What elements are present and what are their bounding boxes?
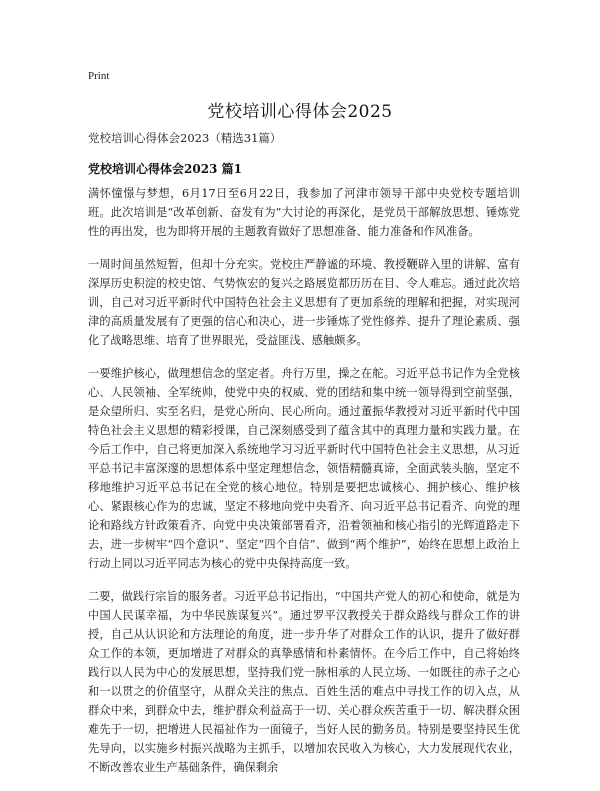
paragraph: 满怀憧憬与梦想，6月17日至6月22日，我参加了河津市领导干部中央党校专题培训班。此次培训是“改革创新、奋发有为”大讨论的再深化，是党员干部解放思想、锤炼党性的再出发，也为即将开展的主题教育做好了思想准备、能力准备和作风准备。 [88,187,520,238]
paragraph: 一周时间虽然短暂，但却十分充实。党校庄严静谧的环境、教授鞭辟入里的讲解、富有深厚历史积淀的校史馆、气势恢宏的复兴之路展览都历历在目、令人难忘。通过此次培训，自己对习近平新时代中国特色社会主义思想有了更加系统的理解和把握，对实现河津的高质量发展有了更强的信心和决心，进一步锤炼了党性修养、提升了理论素质、强化了战略思维、培育了世界眼光，受益匪浅、感触颇多。 [88,258,520,347]
document-subtitle: 党校培训心得体会2023（精选31篇） [88,131,282,145]
section-heading: 党校培训心得体会2023 篇1 [88,162,242,176]
paragraph: 一要维护核心，做理想信念的坚定者。舟行万里，操之在舵。习近平总书记作为全党核心、人民领袖、全军统帅，使党中央的权威、党的团结和集中统一领导得到空前坚强，是众望所归、实至名归，是党心所向、民心所向。通过董振华教授对习近平新时代中国特色社会主义思想的精彩授课，自己深刻感受到了蕴含其中的真理力量和实践力量。在今后工作中，自己将更加深入系统地学习习近平新时代中国特色社会主义思想，从习近平总书记丰富深邃的思想体系中坚定理想信念，领悟精髓真谛，全面武装头脑，坚定不移地维护习近平总书记在全党的核心地位。特别是要把忠诚核心、拥护核心、维护核心、紧跟核心作为的忠诚，坚定不移地向党中央看齐、向习近平总书记看齐、向党的理论和路线方针政策看齐、向党中央决策部署看齐，沿着领袖和核心指引的光辉道路走下去，进一步树牢“四个意识”、坚定“四个自信”、做到“两个维护”，始终在思想上政治上行动上同以习近平同志为核心的党中央保持高度一致。 [88,367,520,570]
document-title: 党校培训心得体会2025 [207,102,393,122]
article-body [88,184,520,791]
print-label[interactable]: Print [88,70,110,82]
paragraph: 二要，做践行宗旨的服务者。习近平总书记指出，“中国共产党人的初心和使命，就是为中国人民谋幸福，为中华民族谋复兴”。通过罗平汉教授关于群众路线与群众工作的讲授，自己从认识论和方法理论的角度，进一步升华了对群众工作的认识，提升了做好群众工作的本领，更加增进了对群众的真挚感情和朴素情怀。在今后工作中，自己将始终践行以人民为中心的发展思想，坚持我们党一脉相承的人民立场、一如既往的赤子之心和一以贯之的价值坚守，从群众关注的焦点、百姓生活的难点中寻找工作的切入点，从群众中来，到群众中去，维护群众利益高于一切、关心群众疾苦重于一切、解决群众困难先于一切，把增进人民福祉作为一面镜子，当好人民的勤务员。特别是要坚持民生优先导向，以实施乡村振兴战略为主抓手，以增加农民收入为核心，大力发展现代农业，不断改善农业生产基础条件，确保剩余 [88,590,520,774]
